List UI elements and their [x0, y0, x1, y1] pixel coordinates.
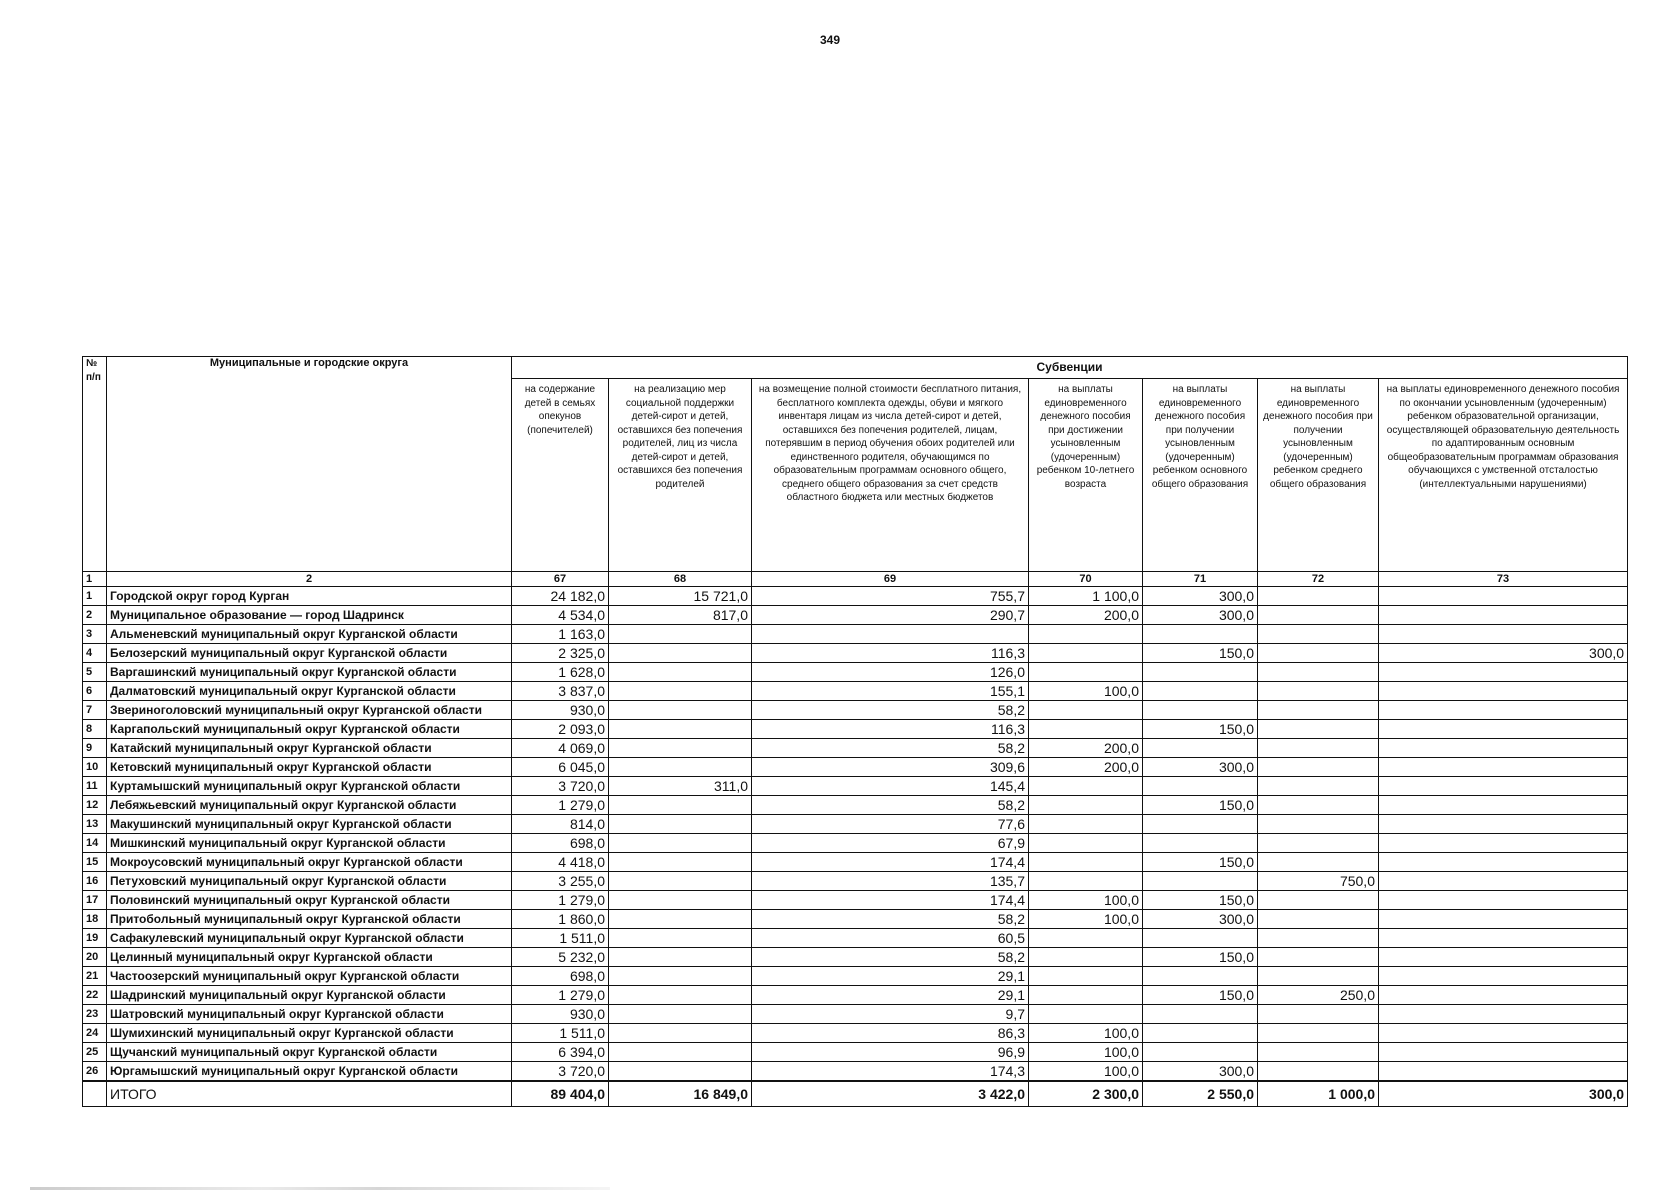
table-row	[83, 587, 1628, 606]
row-number: 20	[83, 948, 107, 967]
row-number: 18	[83, 910, 107, 929]
value-cell-67: 4 069,0	[512, 739, 609, 758]
value-cell-67: 1 511,0	[512, 929, 609, 948]
table-row	[83, 720, 1628, 739]
value-cell-71: 300,0	[1143, 587, 1258, 606]
value-cell-70	[1029, 701, 1143, 720]
value-cell-72	[1258, 1024, 1379, 1043]
municipality-name: Далматовский муниципальный округ Курганской области	[107, 682, 512, 701]
value-cell-73	[1379, 891, 1628, 910]
value-cell-69: 58,2	[752, 701, 1029, 720]
municipality-name: Мокроусовский муниципальный округ Курганской области	[107, 853, 512, 872]
value-cell-73	[1379, 701, 1628, 720]
value-cell-73	[1379, 739, 1628, 758]
value-cell-68	[609, 720, 752, 739]
header-col-69: на возмещение полной стоимости бесплатного питания, бесплатного комплекта одежды, обуви и мягкого инвентаря лицам из числа детей-сирот и детей, оставшихся без попечения родителей, лицам, потерявшим в период обучения обоих родителей или единственного родителя, обучающимся по образовательным программам основного общего, среднего общего образования за счет средств областного бюджета или местных бюджетов	[752, 379, 1029, 572]
table-row	[83, 796, 1628, 815]
total-value-71: 2 550,0	[1143, 1081, 1258, 1107]
table-row	[83, 929, 1628, 948]
value-cell-68	[609, 625, 752, 644]
value-cell-72	[1258, 910, 1379, 929]
value-cell-69: 155,1	[752, 682, 1029, 701]
value-cell-73	[1379, 682, 1628, 701]
value-cell-68	[609, 929, 752, 948]
value-cell-72	[1258, 1005, 1379, 1024]
value-cell-72	[1258, 1062, 1379, 1082]
value-cell-70	[1029, 872, 1143, 891]
value-cell-71: 150,0	[1143, 644, 1258, 663]
value-cell-71: 150,0	[1143, 891, 1258, 910]
municipality-name: Альменевский муниципальный округ Курганской области	[107, 625, 512, 644]
municipality-name: Юргамышский муниципальный округ Курганской области	[107, 1062, 512, 1082]
table-row	[83, 1005, 1628, 1024]
municipality-name: Частоозерский муниципальный округ Курганской области	[107, 967, 512, 986]
table-row	[83, 1043, 1628, 1062]
row-number: 1	[83, 587, 107, 606]
table-row	[83, 625, 1628, 644]
column-number: 70	[1029, 572, 1143, 587]
table-row	[83, 663, 1628, 682]
value-cell-72	[1258, 701, 1379, 720]
value-cell-71: 300,0	[1143, 1062, 1258, 1082]
value-cell-73	[1379, 777, 1628, 796]
value-cell-67: 1 163,0	[512, 625, 609, 644]
value-cell-72	[1258, 644, 1379, 663]
value-cell-71	[1143, 967, 1258, 986]
value-cell-67: 930,0	[512, 701, 609, 720]
municipality-name: Целинный муниципальный округ Курганской области	[107, 948, 512, 967]
value-cell-71	[1143, 777, 1258, 796]
row-number: 17	[83, 891, 107, 910]
municipality-name: Варгашинский муниципальный округ Курганской области	[107, 663, 512, 682]
row-number: 25	[83, 1043, 107, 1062]
row-number: 12	[83, 796, 107, 815]
value-cell-69: 60,5	[752, 929, 1029, 948]
value-cell-70: 100,0	[1029, 910, 1143, 929]
value-cell-68	[609, 682, 752, 701]
value-cell-68: 311,0	[609, 777, 752, 796]
value-cell-69: 86,3	[752, 1024, 1029, 1043]
value-cell-73	[1379, 1062, 1628, 1082]
value-cell-69: 29,1	[752, 986, 1029, 1005]
value-cell-72	[1258, 891, 1379, 910]
header-col-71: на выплаты единовременного денежного пособия при получении усыновленным (удочеренным) ребенком основного общего образования	[1143, 379, 1258, 572]
value-cell-72: 250,0	[1258, 986, 1379, 1005]
table-row	[83, 1024, 1628, 1043]
value-cell-73	[1379, 910, 1628, 929]
value-cell-68	[609, 891, 752, 910]
municipality-name: Каргапольский муниципальный округ Курганской области	[107, 720, 512, 739]
header-subventions-group: Субвенции	[512, 357, 1628, 379]
value-cell-71: 150,0	[1143, 853, 1258, 872]
table-row	[83, 644, 1628, 663]
page-number: 349	[820, 33, 841, 47]
value-cell-68	[609, 1062, 752, 1082]
value-cell-67: 4 534,0	[512, 606, 609, 625]
value-cell-71	[1143, 1005, 1258, 1024]
value-cell-69: 290,7	[752, 606, 1029, 625]
value-cell-73	[1379, 834, 1628, 853]
value-cell-69: 135,7	[752, 872, 1029, 891]
value-cell-67: 3 255,0	[512, 872, 609, 891]
value-cell-72	[1258, 1043, 1379, 1062]
value-cell-73	[1379, 758, 1628, 777]
table-row	[83, 815, 1628, 834]
value-cell-69: 58,2	[752, 796, 1029, 815]
value-cell-71: 300,0	[1143, 758, 1258, 777]
value-cell-68: 15 721,0	[609, 587, 752, 606]
column-number-row	[83, 572, 1628, 587]
value-cell-71: 300,0	[1143, 606, 1258, 625]
municipality-name: Катайский муниципальный округ Курганской области	[107, 739, 512, 758]
value-cell-67: 1 511,0	[512, 1024, 609, 1043]
value-cell-68: 817,0	[609, 606, 752, 625]
value-cell-71	[1143, 929, 1258, 948]
value-cell-70	[1029, 929, 1143, 948]
value-cell-68	[609, 663, 752, 682]
value-cell-67: 6 045,0	[512, 758, 609, 777]
value-cell-72: 750,0	[1258, 872, 1379, 891]
value-cell-71	[1143, 1043, 1258, 1062]
value-cell-73	[1379, 929, 1628, 948]
total-value-67: 89 404,0	[512, 1081, 609, 1107]
value-cell-70	[1029, 967, 1143, 986]
value-cell-70	[1029, 644, 1143, 663]
value-cell-67: 1 860,0	[512, 910, 609, 929]
municipality-name: Кетовский муниципальный округ Курганской области	[107, 758, 512, 777]
subventions-table	[82, 356, 1628, 1107]
total-value-68: 16 849,0	[609, 1081, 752, 1107]
table-row	[83, 986, 1628, 1005]
column-number: 67	[512, 572, 609, 587]
municipality-name: Притобольный муниципальный округ Курганской области	[107, 910, 512, 929]
value-cell-70: 100,0	[1029, 1043, 1143, 1062]
value-cell-67: 24 182,0	[512, 587, 609, 606]
total-value-69: 3 422,0	[752, 1081, 1029, 1107]
value-cell-68	[609, 701, 752, 720]
value-cell-68	[609, 872, 752, 891]
value-cell-68	[609, 644, 752, 663]
value-cell-72	[1258, 929, 1379, 948]
value-cell-73	[1379, 853, 1628, 872]
value-cell-71: 150,0	[1143, 948, 1258, 967]
municipality-name: Городской округ город Курган	[107, 587, 512, 606]
value-cell-67: 4 418,0	[512, 853, 609, 872]
value-cell-67: 1 279,0	[512, 891, 609, 910]
value-cell-71	[1143, 1024, 1258, 1043]
column-number: 73	[1379, 572, 1628, 587]
municipality-name: Шатровский муниципальный округ Курганской области	[107, 1005, 512, 1024]
table-row	[83, 606, 1628, 625]
column-number: 1	[83, 572, 107, 587]
value-cell-67: 2 093,0	[512, 720, 609, 739]
municipality-name: Муниципальное образование — город Шадринск	[107, 606, 512, 625]
value-cell-71: 150,0	[1143, 986, 1258, 1005]
value-cell-70	[1029, 986, 1143, 1005]
table-row	[83, 948, 1628, 967]
table-row	[83, 872, 1628, 891]
row-number: 13	[83, 815, 107, 834]
value-cell-70: 100,0	[1029, 1024, 1143, 1043]
row-number: 23	[83, 1005, 107, 1024]
value-cell-68	[609, 986, 752, 1005]
value-cell-70	[1029, 625, 1143, 644]
value-cell-68	[609, 910, 752, 929]
value-cell-72	[1258, 796, 1379, 815]
municipality-name: Сафакулевский муниципальный округ Курганской области	[107, 929, 512, 948]
total-value-73: 300,0	[1379, 1081, 1628, 1107]
header-col-67: на содержание детей в семьях опекунов (попечителей)	[512, 379, 609, 572]
value-cell-68	[609, 815, 752, 834]
value-cell-67: 698,0	[512, 967, 609, 986]
column-number: 71	[1143, 572, 1258, 587]
value-cell-69: 116,3	[752, 644, 1029, 663]
table-row	[83, 834, 1628, 853]
value-cell-70: 200,0	[1029, 739, 1143, 758]
row-number: 16	[83, 872, 107, 891]
value-cell-72	[1258, 739, 1379, 758]
municipality-name: Щучанский муниципальный округ Курганской области	[107, 1043, 512, 1062]
value-cell-69: 309,6	[752, 758, 1029, 777]
table-row	[83, 1062, 1628, 1082]
total-value-70: 2 300,0	[1029, 1081, 1143, 1107]
value-cell-70	[1029, 815, 1143, 834]
column-number: 69	[752, 572, 1029, 587]
value-cell-72	[1258, 815, 1379, 834]
row-number: 26	[83, 1062, 107, 1082]
value-cell-71	[1143, 739, 1258, 758]
value-cell-69: 58,2	[752, 739, 1029, 758]
value-cell-70: 200,0	[1029, 758, 1143, 777]
table-row	[83, 739, 1628, 758]
row-number: 2	[83, 606, 107, 625]
value-cell-72	[1258, 682, 1379, 701]
table-row	[83, 701, 1628, 720]
value-cell-72	[1258, 758, 1379, 777]
table-row	[83, 891, 1628, 910]
table-row	[83, 682, 1628, 701]
value-cell-67: 698,0	[512, 834, 609, 853]
value-cell-70	[1029, 720, 1143, 739]
value-cell-70	[1029, 834, 1143, 853]
header-col-73: на выплаты единовременного денежного пособия по окончании усыновленным (удочеренным) ребенком образовательной организации, осуществляющей образовательную деятельность по адаптированным основным общеобразовательным программам образования обучающихся с умственной отсталостью (интеллектуальными нарушениями)	[1379, 379, 1628, 572]
value-cell-68	[609, 1043, 752, 1062]
header-number-column: № п/п	[83, 357, 107, 572]
row-number: 4	[83, 644, 107, 663]
value-cell-73	[1379, 872, 1628, 891]
value-cell-72	[1258, 587, 1379, 606]
municipality-name: Макушинский муниципальный округ Курганской области	[107, 815, 512, 834]
value-cell-69: 58,2	[752, 948, 1029, 967]
value-cell-67: 5 232,0	[512, 948, 609, 967]
value-cell-69: 77,6	[752, 815, 1029, 834]
value-cell-73	[1379, 625, 1628, 644]
value-cell-73	[1379, 1024, 1628, 1043]
value-cell-69: 174,4	[752, 891, 1029, 910]
value-cell-72	[1258, 625, 1379, 644]
column-number: 68	[609, 572, 752, 587]
value-cell-72	[1258, 834, 1379, 853]
row-number: 3	[83, 625, 107, 644]
value-cell-70: 100,0	[1029, 1062, 1143, 1082]
value-cell-70	[1029, 777, 1143, 796]
value-cell-70: 200,0	[1029, 606, 1143, 625]
value-cell-73	[1379, 986, 1628, 1005]
row-number: 15	[83, 853, 107, 872]
value-cell-67: 814,0	[512, 815, 609, 834]
value-cell-72	[1258, 948, 1379, 967]
value-cell-73	[1379, 796, 1628, 815]
value-cell-70	[1029, 796, 1143, 815]
value-cell-68	[609, 796, 752, 815]
value-cell-73	[1379, 606, 1628, 625]
row-number: 24	[83, 1024, 107, 1043]
value-cell-70: 100,0	[1029, 682, 1143, 701]
value-cell-73	[1379, 815, 1628, 834]
row-number: 8	[83, 720, 107, 739]
total-value-72: 1 000,0	[1258, 1081, 1379, 1107]
value-cell-73	[1379, 720, 1628, 739]
value-cell-69: 96,9	[752, 1043, 1029, 1062]
value-cell-71	[1143, 701, 1258, 720]
value-cell-69: 29,1	[752, 967, 1029, 986]
value-cell-73	[1379, 663, 1628, 682]
table-row	[83, 853, 1628, 872]
row-number: 5	[83, 663, 107, 682]
table-row	[83, 910, 1628, 929]
value-cell-72	[1258, 663, 1379, 682]
value-cell-69: 116,3	[752, 720, 1029, 739]
table-row	[83, 967, 1628, 986]
municipality-name: Звериноголовский муниципальный округ Курганской области	[107, 701, 512, 720]
value-cell-71: 150,0	[1143, 796, 1258, 815]
value-cell-73	[1379, 967, 1628, 986]
table-row	[83, 758, 1628, 777]
total-label: ИТОГО	[107, 1081, 512, 1107]
value-cell-67: 3 720,0	[512, 777, 609, 796]
header-col-70: на выплаты единовременного денежного пособия при достижении усыновленным (удочеренным) ребенком 10-летнего возраста	[1029, 379, 1143, 572]
value-cell-72	[1258, 720, 1379, 739]
value-cell-72	[1258, 606, 1379, 625]
value-cell-68	[609, 853, 752, 872]
value-cell-70	[1029, 853, 1143, 872]
value-cell-73	[1379, 1043, 1628, 1062]
municipality-name: Куртамышский муниципальный округ Курганской области	[107, 777, 512, 796]
header-name-column: Муниципальные и городские округа	[107, 357, 512, 572]
value-cell-72	[1258, 967, 1379, 986]
value-cell-71	[1143, 834, 1258, 853]
value-cell-70	[1029, 948, 1143, 967]
value-cell-68	[609, 739, 752, 758]
row-number: 22	[83, 986, 107, 1005]
municipality-name: Шумихинский муниципальный округ Курганской области	[107, 1024, 512, 1043]
municipality-name: Лебяжьевский муниципальный округ Курганской области	[107, 796, 512, 815]
value-cell-69: 58,2	[752, 910, 1029, 929]
value-cell-68	[609, 758, 752, 777]
value-cell-68	[609, 948, 752, 967]
value-cell-67: 930,0	[512, 1005, 609, 1024]
value-cell-71: 150,0	[1143, 720, 1258, 739]
value-cell-67: 1 628,0	[512, 663, 609, 682]
header-col-68: на реализацию мер социальной поддержки детей-сирот и детей, оставшихся без попечения родителей, лиц из числа детей-сирот и детей, оставшихся без попечения родителей	[609, 379, 752, 572]
value-cell-69: 174,3	[752, 1062, 1029, 1082]
value-cell-67: 1 279,0	[512, 986, 609, 1005]
row-number: 19	[83, 929, 107, 948]
value-cell-67: 2 325,0	[512, 644, 609, 663]
value-cell-71	[1143, 625, 1258, 644]
value-cell-73	[1379, 1005, 1628, 1024]
value-cell-69: 755,7	[752, 587, 1029, 606]
value-cell-69: 145,4	[752, 777, 1029, 796]
row-number: 9	[83, 739, 107, 758]
row-number: 21	[83, 967, 107, 986]
table-row	[83, 777, 1628, 796]
total-number-cell	[83, 1081, 107, 1107]
value-cell-71	[1143, 872, 1258, 891]
row-number: 10	[83, 758, 107, 777]
value-cell-68	[609, 1024, 752, 1043]
value-cell-69: 9,7	[752, 1005, 1029, 1024]
value-cell-73	[1379, 587, 1628, 606]
value-cell-67: 3 837,0	[512, 682, 609, 701]
value-cell-70: 1 100,0	[1029, 587, 1143, 606]
header-col-72: на выплаты единовременного денежного пособия при получении усыновленным (удочеренным) ребенком среднего общего образования	[1258, 379, 1379, 572]
value-cell-68	[609, 834, 752, 853]
value-cell-69: 126,0	[752, 663, 1029, 682]
value-cell-71	[1143, 663, 1258, 682]
value-cell-68	[609, 1005, 752, 1024]
total-row	[83, 1081, 1628, 1107]
municipality-name: Шадринский муниципальный округ Курганской области	[107, 986, 512, 1005]
value-cell-71: 300,0	[1143, 910, 1258, 929]
value-cell-70	[1029, 663, 1143, 682]
value-cell-73	[1379, 948, 1628, 967]
municipality-name: Половинский муниципальный округ Курганской области	[107, 891, 512, 910]
municipality-name: Мишкинский муниципальный округ Курганской области	[107, 834, 512, 853]
row-number: 11	[83, 777, 107, 796]
value-cell-68	[609, 967, 752, 986]
value-cell-67: 3 720,0	[512, 1062, 609, 1082]
row-number: 7	[83, 701, 107, 720]
value-cell-73: 300,0	[1379, 644, 1628, 663]
value-cell-67: 6 394,0	[512, 1043, 609, 1062]
value-cell-69: 174,4	[752, 853, 1029, 872]
value-cell-70: 100,0	[1029, 891, 1143, 910]
municipality-name: Белозерский муниципальный округ Курганской области	[107, 644, 512, 663]
value-cell-67: 1 279,0	[512, 796, 609, 815]
value-cell-71	[1143, 815, 1258, 834]
value-cell-69	[752, 625, 1029, 644]
column-number: 2	[107, 572, 512, 587]
scan-artifact	[30, 1187, 610, 1190]
row-number: 6	[83, 682, 107, 701]
value-cell-69: 67,9	[752, 834, 1029, 853]
municipality-name: Петуховский муниципальный округ Курганской области	[107, 872, 512, 891]
value-cell-72	[1258, 777, 1379, 796]
column-number: 72	[1258, 572, 1379, 587]
value-cell-72	[1258, 853, 1379, 872]
value-cell-70	[1029, 1005, 1143, 1024]
value-cell-71	[1143, 682, 1258, 701]
row-number: 14	[83, 834, 107, 853]
